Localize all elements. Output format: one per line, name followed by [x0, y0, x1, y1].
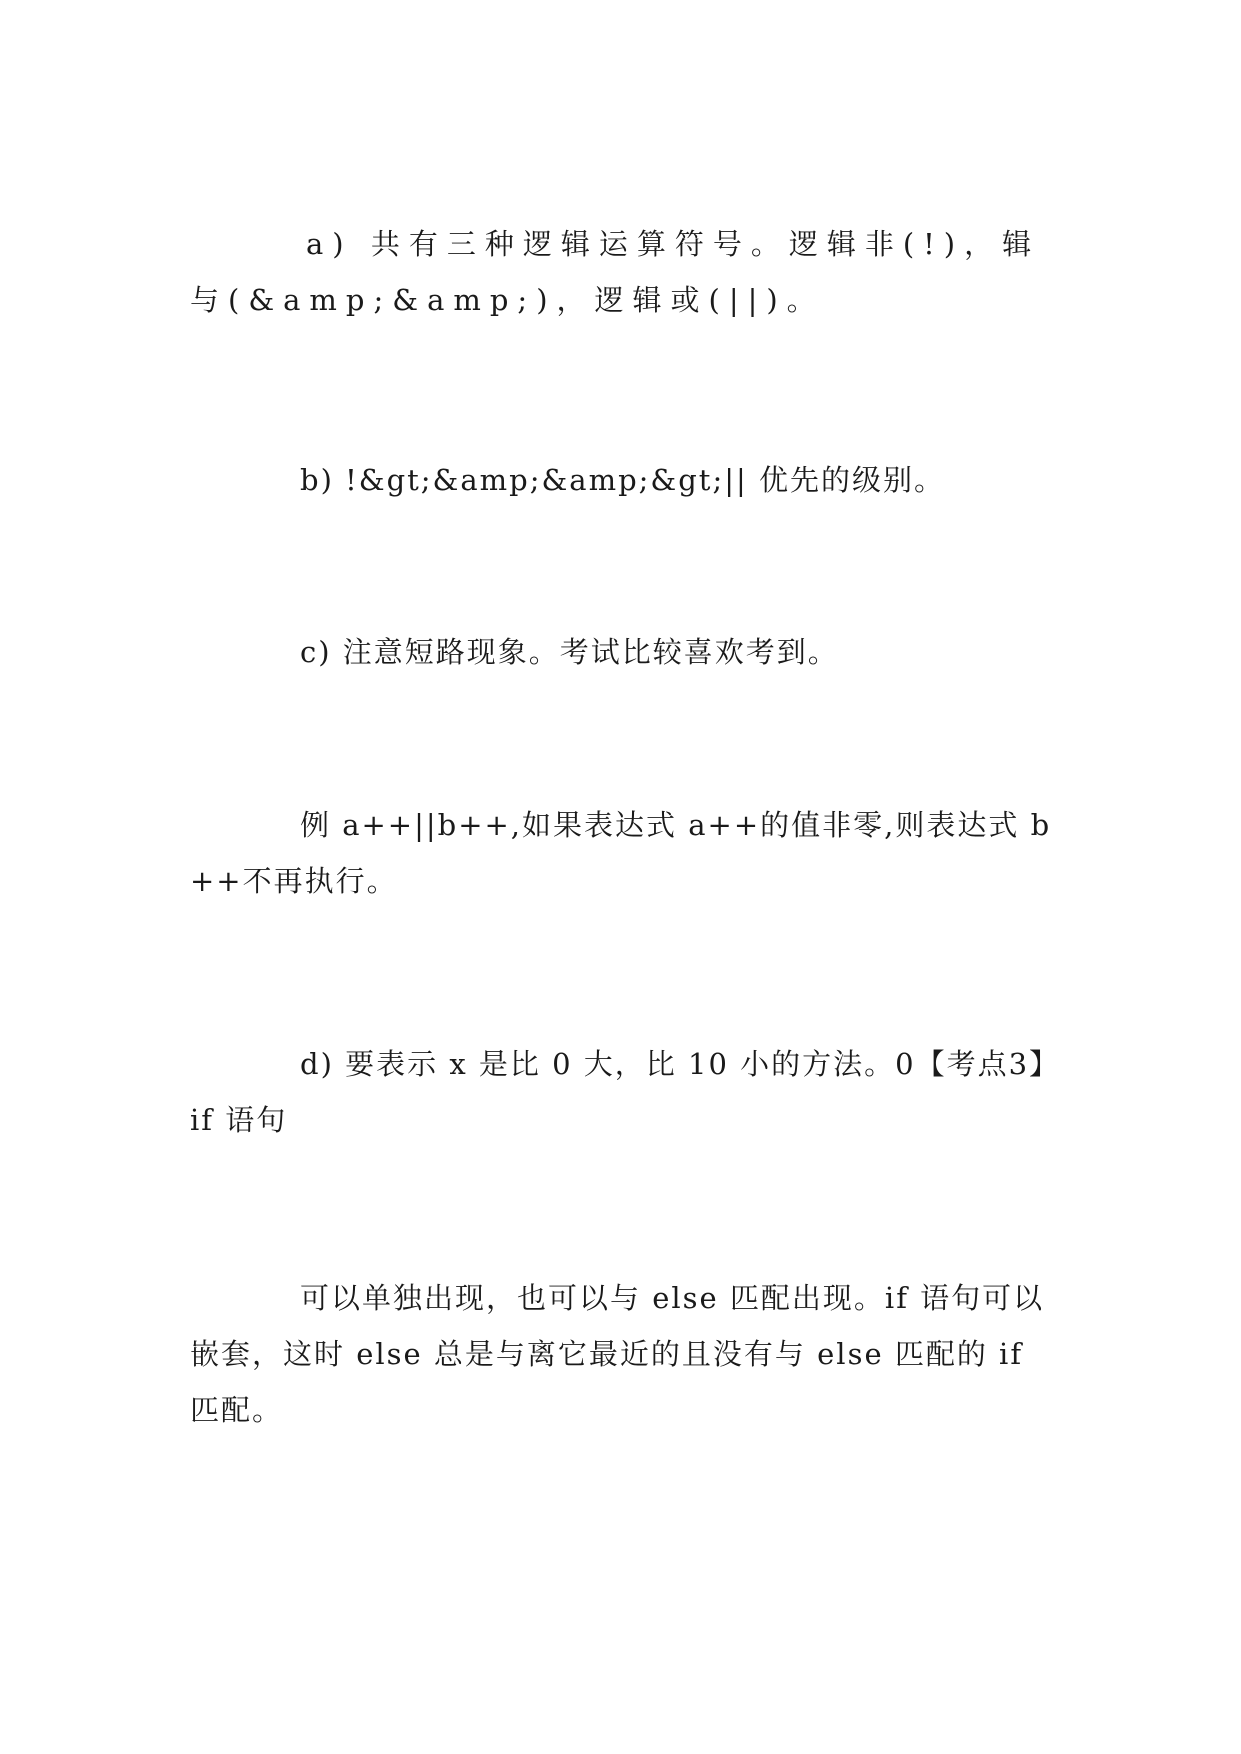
paragraph-short-circuit: c) 注意短路现象。考试比较喜欢考到。	[300, 635, 839, 669]
paragraph-short-circuit-example: 例 a++||b++,如果表达式 a++的值非零,则表达式 b++不再执行。	[190, 808, 1052, 898]
paragraph-logical-operators: a) 共有三种逻辑运算符号。逻辑非(!)，辑与(&amp;&amp;)，逻辑或(||)。	[190, 227, 1041, 317]
paragraph-range-expression: d) 要表示 x 是比 0 大，比 10 小的方法。0【考点3】if 语句	[190, 1047, 1061, 1137]
paragraph-if-statement: 可以单独出现，也可以与 else 匹配出现。if 语句可以嵌套，这时 else 总是与离它最近的且没有与 else 匹配的 if 匹配。	[190, 1281, 1045, 1427]
paragraph-operator-precedence: b) !&gt;&amp;&amp;&gt;|| 优先的级别。	[300, 463, 945, 497]
